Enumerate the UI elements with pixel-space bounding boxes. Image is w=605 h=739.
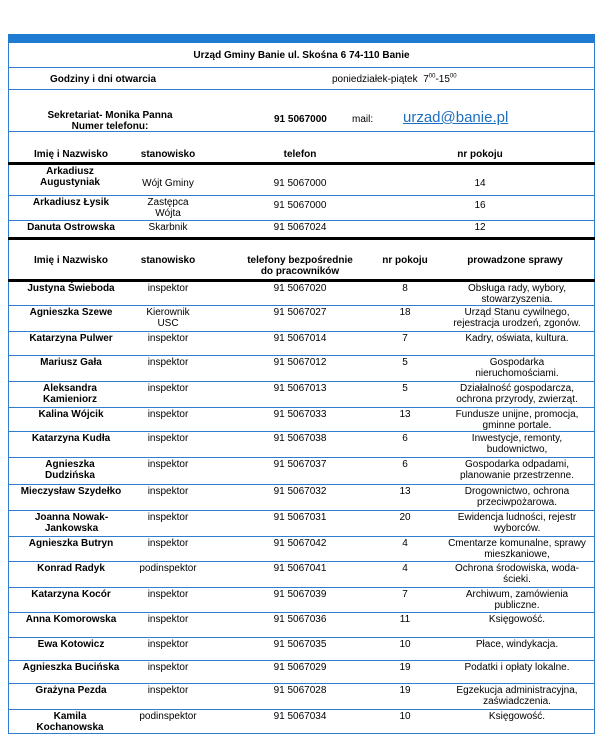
row-divider xyxy=(8,355,595,356)
table1-cell-room: 12 xyxy=(474,222,486,233)
table2-cell-matters: Gospodarka odpadami, planowanie przestrzenne. xyxy=(460,459,574,481)
table2-cell-phone: 91 5067036 xyxy=(273,614,327,625)
table1-cell-phone: 91 5067000 xyxy=(273,200,327,211)
secretariat-phone-label: Numer telefonu: xyxy=(71,121,149,132)
row-divider xyxy=(8,683,595,684)
table2-cell-room: 18 xyxy=(399,307,411,318)
table2-cell-name: Aleksandra Kamieniorz xyxy=(43,383,97,405)
table2-cell-name: Katarzyna Pulwer xyxy=(29,333,113,344)
table2-cell-room: 5 xyxy=(402,383,408,394)
row-divider xyxy=(8,431,595,432)
table2-cell-room: 5 xyxy=(402,357,408,368)
table2-cell-phone: 91 5067014 xyxy=(273,333,327,344)
table2-cell-name: Katarzyna Kudła xyxy=(31,433,111,444)
table2-cell-name: Agnieszka Bucińska xyxy=(22,662,120,673)
table1-header-room: nr pokoju xyxy=(457,149,503,160)
top-blue-bar xyxy=(8,34,595,43)
row-divider xyxy=(8,220,595,221)
table2-header-room: nr pokoju xyxy=(382,255,428,266)
table2-cell-name: Agnieszka Szewe xyxy=(29,307,113,318)
table2-cell-position: inspektor xyxy=(147,538,189,549)
table2-cell-position: inspektor xyxy=(147,685,189,696)
table2-cell-matters: Księgowość. xyxy=(488,614,546,625)
table2-cell-phone: 91 5067041 xyxy=(273,563,327,574)
table2-cell-phone: 91 5067034 xyxy=(273,711,327,722)
row-divider xyxy=(8,195,595,196)
table2-cell-matters: Kadry, oświata, kultura. xyxy=(465,333,569,344)
table2-cell-matters: Fundusze unijne, promocja, gminne portale. xyxy=(455,409,579,431)
table2-cell-name: Kamila Kochanowska xyxy=(36,711,104,733)
table2-cell-phone: 91 5067037 xyxy=(273,459,327,470)
table2-cell-name: Agnieszka Dudzińska xyxy=(44,459,95,481)
email-link[interactable]: urzad@banie.pl xyxy=(403,109,509,126)
table2-header-name: Imię i Nazwisko xyxy=(34,255,108,266)
table2-cell-room: 6 xyxy=(402,433,408,444)
table2-cell-matters: Drogownictwo, ochrona przeciwpożarowa. xyxy=(464,486,570,508)
divider xyxy=(8,89,595,90)
table2-cell-matters: Gospodarka nieruchomościami. xyxy=(475,357,559,379)
table2-cell-name: Agnieszka Butryn xyxy=(28,538,114,549)
table1-header-position: stanowisko xyxy=(140,149,196,160)
table2-cell-phone: 91 5067031 xyxy=(273,512,327,523)
row-divider xyxy=(8,305,595,306)
table2-cell-matters: Płace, windykacja. xyxy=(475,639,559,650)
table1-cell-position: Wójt Gminy xyxy=(142,178,194,189)
table2-cell-matters: Archiwum, zamówienia publiczne. xyxy=(465,589,569,611)
table2-cell-room: 20 xyxy=(399,512,411,523)
table2-cell-position: podinspektor xyxy=(139,563,197,574)
table2-cell-room: 7 xyxy=(402,589,408,600)
row-divider xyxy=(8,637,595,638)
row-divider xyxy=(8,331,595,332)
divider xyxy=(8,67,595,68)
table2-cell-phone: 91 5067027 xyxy=(273,307,327,318)
table2-cell-room: 10 xyxy=(399,711,411,722)
table2-cell-matters: Działalność gospodarcza, ochrona przyrody, zwierząt. xyxy=(456,383,578,405)
table1-cell-name: Arkadiusz Łysik xyxy=(32,197,110,208)
table2-cell-matters: Ochrona środowiska, woda-ścieki. xyxy=(455,563,579,585)
table2-cell-phone: 91 5067012 xyxy=(273,357,327,368)
table2-header-position: stanowisko xyxy=(140,255,196,266)
table1-cell-room: 16 xyxy=(474,200,486,211)
table2-cell-position: inspektor xyxy=(147,433,189,444)
hours-label: Godziny i dni otwarcia xyxy=(50,74,157,85)
table2-cell-phone: 91 5067020 xyxy=(273,283,327,294)
table2-cell-phone: 91 5067042 xyxy=(273,538,327,549)
hours-value: poniedziałek-piątek $7^{00}-15^{00}$ xyxy=(332,73,457,85)
table2-cell-position: inspektor xyxy=(147,383,189,394)
office-title: Urząd Gminy Banie ul. Skośna 6 74-110 Banie xyxy=(193,50,410,61)
table2-cell-name: Grażyna Pezda xyxy=(35,685,107,696)
mail-label: mail: xyxy=(352,114,374,125)
row-divider xyxy=(8,484,595,485)
table2-cell-position: inspektor xyxy=(147,459,189,470)
table2-bottom-line xyxy=(8,733,595,734)
table2-cell-position: inspektor xyxy=(147,512,189,523)
table2-cell-position: inspektor xyxy=(147,357,189,368)
secretariat-phone: 91 5067000 xyxy=(274,114,327,125)
table2-header-rule xyxy=(8,279,595,282)
table2-cell-name: Konrad Radyk xyxy=(37,563,105,574)
table2-cell-matters: Ewidencja ludności, rejestr wyborców. xyxy=(457,512,577,534)
table1-header-rule xyxy=(8,162,595,165)
table1-header-name: Imię i Nazwisko xyxy=(34,149,108,160)
table2-cell-position: inspektor xyxy=(147,639,189,650)
table2-header-matters: prowadzone sprawy xyxy=(467,255,563,266)
table2-cell-matters: Podatki i opłaty lokalne. xyxy=(464,662,570,673)
table2-cell-position: inspektor xyxy=(147,409,189,420)
table2-cell-name: Justyna Świeboda xyxy=(27,283,115,294)
row-divider xyxy=(8,407,595,408)
table2-cell-room: 4 xyxy=(402,538,408,549)
row-divider xyxy=(8,381,595,382)
table2-cell-position: inspektor xyxy=(147,614,189,625)
table2-cell-phone: 91 5067032 xyxy=(273,486,327,497)
table2-cell-room: 7 xyxy=(402,333,408,344)
table2-cell-phone: 91 5067028 xyxy=(273,685,327,696)
secretariat-name: Sekretariat- Monika Panna xyxy=(47,110,173,121)
table2-cell-position: Kierownik USC xyxy=(146,307,190,329)
table1-cell-position: Zastępca Wójta xyxy=(147,197,189,219)
table1-cell-phone: 91 5067024 xyxy=(273,222,327,233)
table2-cell-name: Joanna Nowak-Jankowska xyxy=(34,512,109,534)
table2-cell-matters: Księgowość. xyxy=(488,711,546,722)
table2-header-phone: telefony bezpośrednie do pracowników xyxy=(247,255,353,277)
table2-cell-position: podinspektor xyxy=(139,711,197,722)
table2-cell-room: 6 xyxy=(402,459,408,470)
table2-cell-room: 19 xyxy=(399,685,411,696)
table2-cell-name: Ewa Kotowicz xyxy=(37,639,105,650)
table2-cell-room: 8 xyxy=(402,283,408,294)
table2-cell-phone: 91 5067039 xyxy=(273,589,327,600)
table2-cell-matters: Inwestycje, remonty, budownictwo, xyxy=(471,433,563,455)
table2-cell-matters: Urząd Stanu cywilnego, rejestracja urodzeń, zgonów. xyxy=(453,307,581,329)
row-divider xyxy=(8,561,595,562)
table2-cell-position: inspektor xyxy=(147,662,189,673)
row-divider xyxy=(8,587,595,588)
table2-cell-phone: 91 5067035 xyxy=(273,639,327,650)
table2-cell-room: 11 xyxy=(399,614,411,625)
table1-cell-phone: 91 5067000 xyxy=(273,178,327,189)
table2-cell-phone: 91 5067033 xyxy=(273,409,327,420)
table2-cell-phone: 91 5067013 xyxy=(273,383,327,394)
table2-cell-matters: Obsługa rady, wybory, stowarzyszenia. xyxy=(467,283,566,305)
table2-cell-room: 10 xyxy=(399,639,411,650)
table2-cell-phone: 91 5067029 xyxy=(273,662,327,673)
table2-cell-name: Anna Komorowska xyxy=(25,614,117,625)
row-divider xyxy=(8,457,595,458)
row-divider xyxy=(8,660,595,661)
table2-cell-room: 19 xyxy=(399,662,411,673)
table2-cell-room: 13 xyxy=(399,486,411,497)
table2-cell-name: Katarzyna Kocór xyxy=(31,589,111,600)
row-divider xyxy=(8,536,595,537)
row-divider xyxy=(8,709,595,710)
table2-cell-position: inspektor xyxy=(147,333,189,344)
table1-header-phone: telefon xyxy=(283,149,317,160)
table2-cell-name: Mieczysław Szydełko xyxy=(20,486,122,497)
table2-cell-name: Kalina Wójcik xyxy=(38,409,104,420)
row-divider xyxy=(8,510,595,511)
table2-cell-matters: Cmentarze komunalne, sprawy mieszkaniowe, xyxy=(448,538,586,560)
table1-cell-position: Skarbnik xyxy=(148,222,188,233)
table1-cell-name: Arkadiusz Augustyniak xyxy=(39,166,100,188)
table1-cell-name: Danuta Ostrowska xyxy=(27,222,115,233)
table2-cell-position: inspektor xyxy=(147,283,189,294)
table2-cell-phone: 91 5067038 xyxy=(273,433,327,444)
row-divider xyxy=(8,612,595,613)
table2-cell-room: 4 xyxy=(402,563,408,574)
table2-cell-name: Mariusz Gała xyxy=(40,357,102,368)
table2-cell-room: 13 xyxy=(399,409,411,420)
table1-cell-room: 14 xyxy=(474,178,486,189)
table2-cell-position: inspektor xyxy=(147,589,189,600)
table2-cell-position: inspektor xyxy=(147,486,189,497)
table2-cell-matters: Egzekucja administracyjna, zaświadczenia. xyxy=(456,685,578,707)
